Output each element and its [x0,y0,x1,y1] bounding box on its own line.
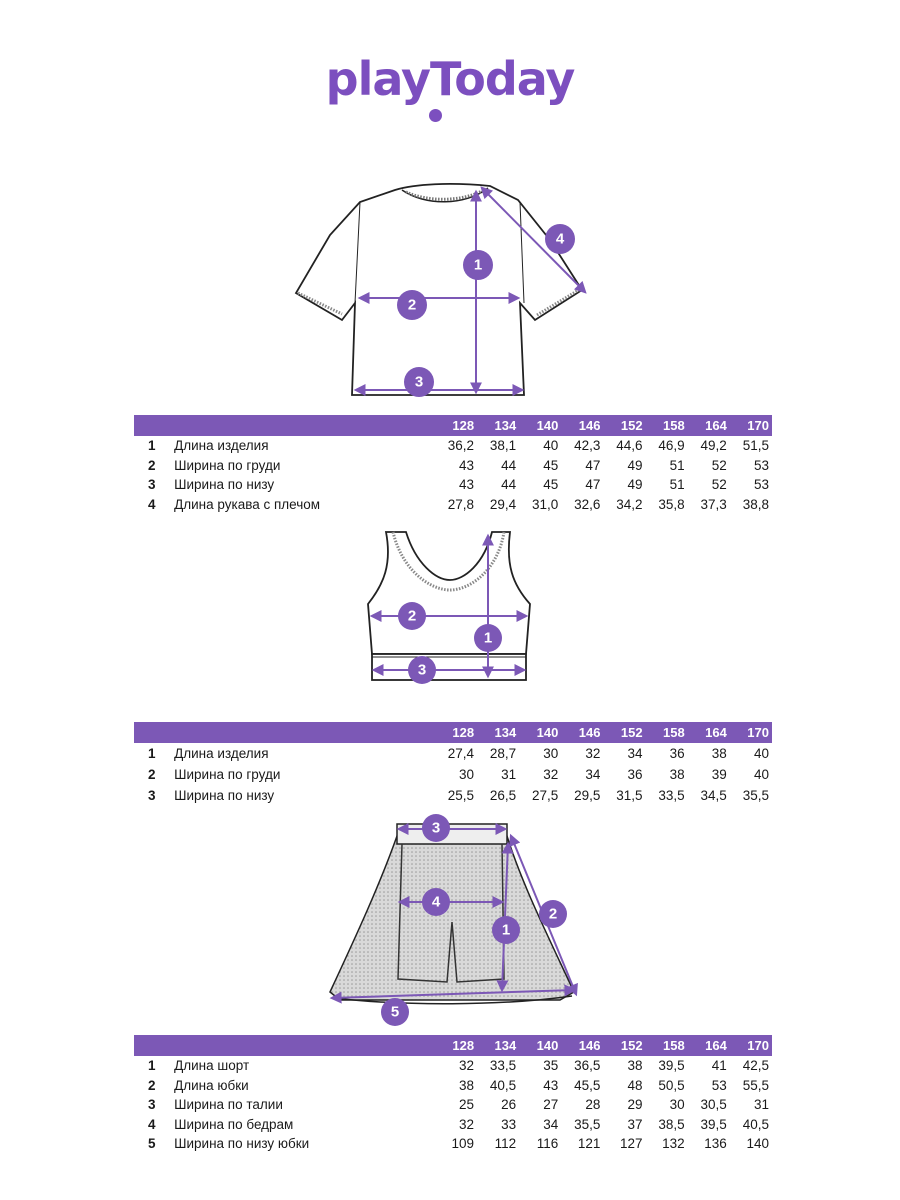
svg-text:3: 3 [431,819,441,837]
size-table-skirt [134,1035,772,1154]
svg-text:1: 1 [501,921,511,939]
brand-logo: playToday [325,52,575,106]
top-drawing [360,524,540,689]
svg-text:3: 3 [414,373,424,391]
table-header-row: 128 134 140 146 152 158 164 170 [134,415,772,436]
table-row: 5 Ширина по низу юбки 109 112 116 121 127 132 136 140 [148,1136,769,1152]
svg-text:5: 5 [390,1003,400,1021]
logo-dot [429,109,442,122]
tshirt-drawing [290,180,600,410]
marker-4 [422,888,450,916]
table-row: 2 Ширина по груди 43 44 45 47 49 51 52 53 [148,457,769,473]
marker-1 [492,916,520,944]
svg-text:1: 1 [473,256,483,274]
svg-text:2: 2 [548,905,558,923]
marker-1 [463,250,493,280]
marker-3 [404,367,434,397]
marker-3 [408,656,436,684]
table-row: 3 Ширина по талии 25 26 27 28 29 30 30,5 31 [148,1097,769,1113]
svg-text:4: 4 [431,893,441,911]
marker-2 [397,290,427,320]
skirt-drawing [322,814,582,1028]
marker-5 [381,998,409,1026]
marker-2 [398,602,426,630]
table-row: 1 Длина шорт 32 33,5 35 36,5 38 39,5 41 42,5 [148,1058,769,1074]
svg-text:3: 3 [417,661,427,679]
svg-text:4: 4 [555,230,565,248]
marker-3 [422,814,450,842]
table-row: 1 Длина изделия 27,4 28,7 30 32 34 36 38 40 [148,746,769,761]
size-table-top [134,722,772,806]
table-row: 2 Длина юбки 38 40,5 43 45,5 48 50,5 53 55,5 [148,1077,769,1093]
table-header-row: 128 134 140 146 152 158 164 170 [134,1035,772,1056]
table-row: 3 Ширина по низу 25,5 26,5 27,5 29,5 31,5 33,5 34,5 35,5 [148,788,769,803]
size-table-tshirt [134,415,772,514]
svg-text:2: 2 [407,296,417,314]
table-row: 3 Ширина по низу 43 44 45 47 49 51 52 53 [148,477,769,493]
svg-text:1: 1 [483,629,493,647]
marker-2 [539,900,567,928]
table-row: 4 Ширина по бедрам 32 33 34 35,5 37 38,5 39,5 40,5 [148,1116,769,1132]
marker-4 [545,224,575,254]
marker-1 [474,624,502,652]
table-row: 2 Ширина по груди 30 31 32 34 36 38 39 40 [148,767,769,782]
svg-text:2: 2 [407,607,417,625]
table-row: 1 Длина изделия 36,2 38,1 40 42,3 44,6 46,9 49,2 51,5 [148,438,769,454]
table-header-row: 128 134 140 146 152 158 164 170 [134,722,772,743]
table-row: 4 Длина рукава с плечом 27,8 29,4 31,0 32,6 34,2 35,8 37,3 38,8 [148,496,769,512]
